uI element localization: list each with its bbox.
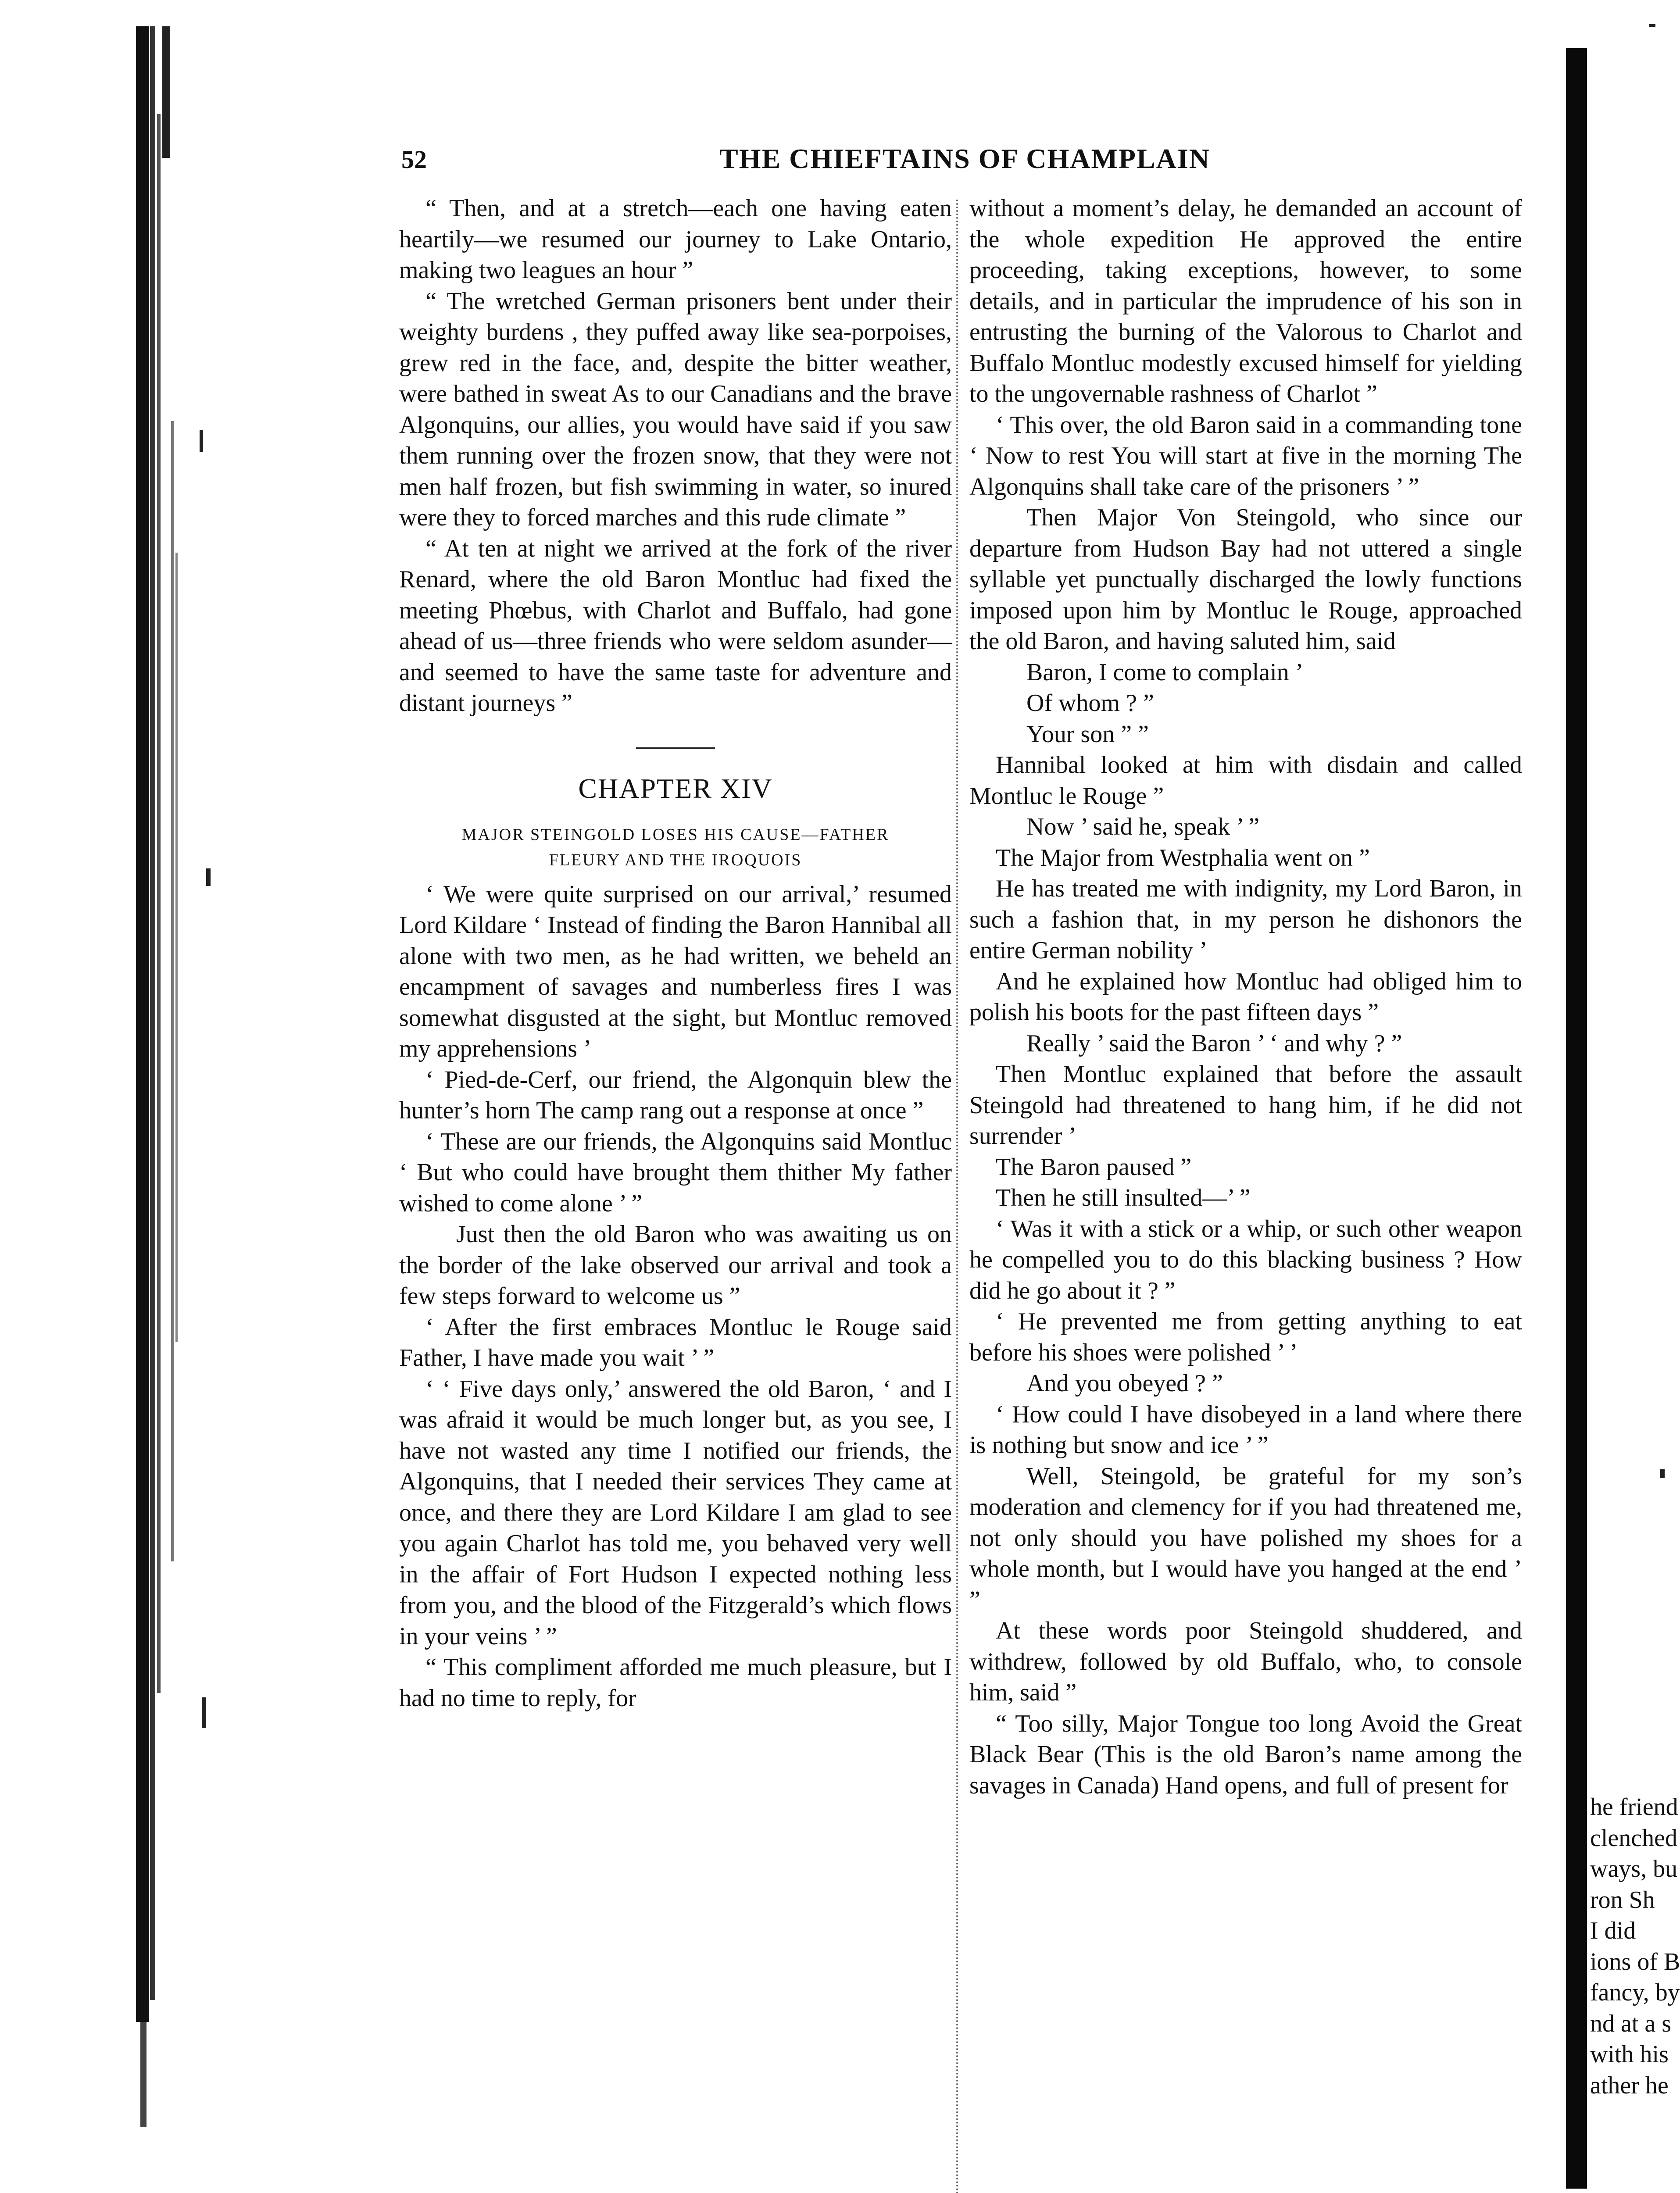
scan-edge-left: [132, 26, 189, 2175]
fragment-line: clenched: [1590, 1824, 1677, 1852]
paragraph: ‘ Pied-de-Cerf, our friend, the Algonquin blew the hunter’s horn The camp rang out a response at once ”: [399, 1066, 952, 1124]
fragment-line: ways, bu: [1590, 1855, 1678, 1882]
paragraph: ‘ He prevented me from getting anything to eat before his shoes were polished ’ ’: [969, 1308, 1522, 1366]
fragment-line: I did: [1590, 1917, 1636, 1944]
page-number: 52: [401, 145, 427, 174]
fragment-line: with his: [1590, 2041, 1669, 2068]
paragraph: Now ’ said he, speak ’ ”: [1026, 813, 1260, 840]
chapter-summary-line: MAJOR STEINGOLD LOSES HIS CAUSE—FATHER: [461, 825, 890, 844]
scan-speck: [206, 868, 211, 886]
column-divider: [956, 200, 958, 2193]
paragraph: ‘ ‘ Five days only,’ answered the old Baron, ‘ and I was afraid it would be much longer but, as you see, I have not wasted any time I notified our friends, the Algonquins, that I needed their services They came at once, and there they are Lord Kildare I am glad to see you again Charlot has told me, you behaved very well in the affair of Fort Hudson I expected nothing less from you, and the blood of the Fitzgerald’s which flows in your veins ’ ”: [399, 1375, 952, 1650]
paragraph: ‘ We were quite surprised on our arrival,’ resumed Lord Kildare ‘ Instead of finding the Baron Hannibal all alone with two men, as he had written, we beheld an encampment of savages and numberless fires I was somewhat disgusted at the sight, but Montluc removed my apprehensions ’: [399, 880, 952, 1062]
paragraph: “ At ten at night we arrived at the fork of the river Renard, where the old Baron Montluc had fixed the meeting Phœbus, with Charlot and Buffalo, had gone ahead of us—three friends who were seldom asunder—and seemed to have the same taste for adventure and distant journeys ”: [399, 535, 952, 717]
fragment-line: he friend: [1590, 1793, 1678, 1821]
paragraph: He has treated me with indignity, my Lord Baron, in such a fashion that, in my person he dishonors the entire German nobility ’: [969, 875, 1522, 964]
paragraph: The Baron paused ”: [996, 1153, 1192, 1181]
fragment-line: ather he: [1590, 2072, 1669, 2099]
fragment-line: ions of B: [1590, 1948, 1680, 1975]
running-title: THE CHIEFTAINS OF CHAMPLAIN: [719, 143, 1210, 174]
paragraph: ‘ After the first embraces Montluc le Rouge said Father, I have made you wait ’ ”: [399, 1313, 952, 1372]
paragraph: Of whom ? ”: [1026, 689, 1154, 717]
paragraph: ‘ How could I have disobeyed in a land where there is nothing but snow and ice ’ ”: [969, 1400, 1522, 1459]
fragment-line: nd at a s: [1590, 2010, 1672, 2037]
chapter-divider-rule: [636, 747, 715, 749]
fragment-line: ron Sh: [1590, 1886, 1655, 1914]
paragraph: Really ’ said the Baron ’ ‘ and why ? ”: [1026, 1029, 1402, 1057]
paragraph: “ This compliment afforded me much pleasure, but I had no time to reply, for: [399, 1654, 952, 1712]
scan-speck: [1649, 24, 1655, 27]
paragraph: The Major from Westphalia went on ”: [996, 844, 1370, 871]
paragraph: Then Major Von Steingold, who since our departure from Hudson Bay had not uttered a single syllable yet punctually discharged the lowly functions imposed upon him by Montluc le Rouge, approached the old Baron, and having saluted him, said: [969, 504, 1522, 655]
fragment-line: fancy, by: [1590, 1979, 1680, 2006]
paragraph: At these words poor Steingold shuddered, and withdrew, followed by old Buffalo, who, to console him, said ”: [969, 1617, 1522, 1706]
scan-speck: [200, 430, 203, 452]
paragraph: ‘ Was it with a stick or a whip, or such other weapon he compelled you to do this blacking business ? How did he go about it ? ”: [969, 1215, 1522, 1304]
next-page-fragment: [1590, 1792, 1680, 2101]
paragraph: ‘ These are our friends, the Algonquins said Montluc ‘ But who could have brought them thither My father wished to come alone ’ ”: [399, 1128, 952, 1217]
paragraph: Hannibal looked at him with disdain and called Montluc le Rouge ”: [969, 751, 1522, 810]
right-column: [969, 193, 1522, 1801]
paragraph: Just then the old Baron who was awaiting us on the border of the lake observed our arrival and took a few steps forward to welcome us ”: [399, 1221, 952, 1310]
paragraph: ‘ This over, the old Baron said in a commanding tone ‘ Now to rest You will start at five in the morning The Algonquins shall take care of the prisoners ’ ”: [969, 411, 1522, 500]
left-column: [399, 193, 952, 1714]
paragraph: “ Then, and at a stretch—each one having eaten heartily—we resumed our journey to Lake Ontario, making two leagues an hour ”: [399, 195, 952, 284]
paragraph: Well, Steingold, be grateful for my son’s moderation and clemency for if you had threatened me, not only should you have polished my shoes for a whole month, but I would have you hanged at the end ’ ”: [969, 1462, 1522, 1614]
paragraph: Your son ” ”: [1026, 720, 1149, 748]
scan-speck: [1660, 1469, 1665, 1478]
paragraph: “ The wretched German prisoners bent under their weighty burdens , they puffed away like sea-porpoises, grew red in the face, and, despite the bitter weather, were bathed in sweat As to our Canadians and the brave Algonquins, our allies, you would have said if you saw them running over the frozen snow, that they were not men half frozen, but fish swimming in water, so inured were they to forced marches and this rude climate ”: [399, 287, 952, 531]
scan-edge-right: [1566, 48, 1587, 2189]
paragraph: And he explained how Montluc had obliged him to polish his boots for the past fifteen days ”: [969, 968, 1522, 1026]
paragraph: Baron, I come to complain ’: [1026, 658, 1304, 686]
paragraph: And you obeyed ? ”: [1026, 1370, 1223, 1397]
scan-speck: [202, 1697, 206, 1728]
chapter-summary-line: FLEURY AND THE IROQUOIS: [549, 850, 802, 869]
paragraph: “ Too silly, Major Tongue too long Avoid the Great Black Bear (This is the old Baron’s name among the savages in Canada) Hand opens, and full of present for: [969, 1710, 1522, 1799]
paragraph: Then he still insulted—’ ”: [996, 1184, 1251, 1211]
paragraph: Then Montluc explained that before the assault Steingold had threatened to hang him, if he did not surrender ’: [969, 1061, 1522, 1150]
chapter-title: CHAPTER XIV: [578, 772, 773, 804]
chapter-summary: [399, 822, 952, 873]
paragraph: without a moment’s delay, he demanded an account of the whole expedition He approved the entire proceeding, taking exceptions, however, to some details, and in particular the imprudence of his son in entrusting the burning of the Valorous to Charlot and Buffalo Montluc modestly excused himself for yielding to the ungovernable rashness of Charlot ”: [969, 195, 1522, 407]
